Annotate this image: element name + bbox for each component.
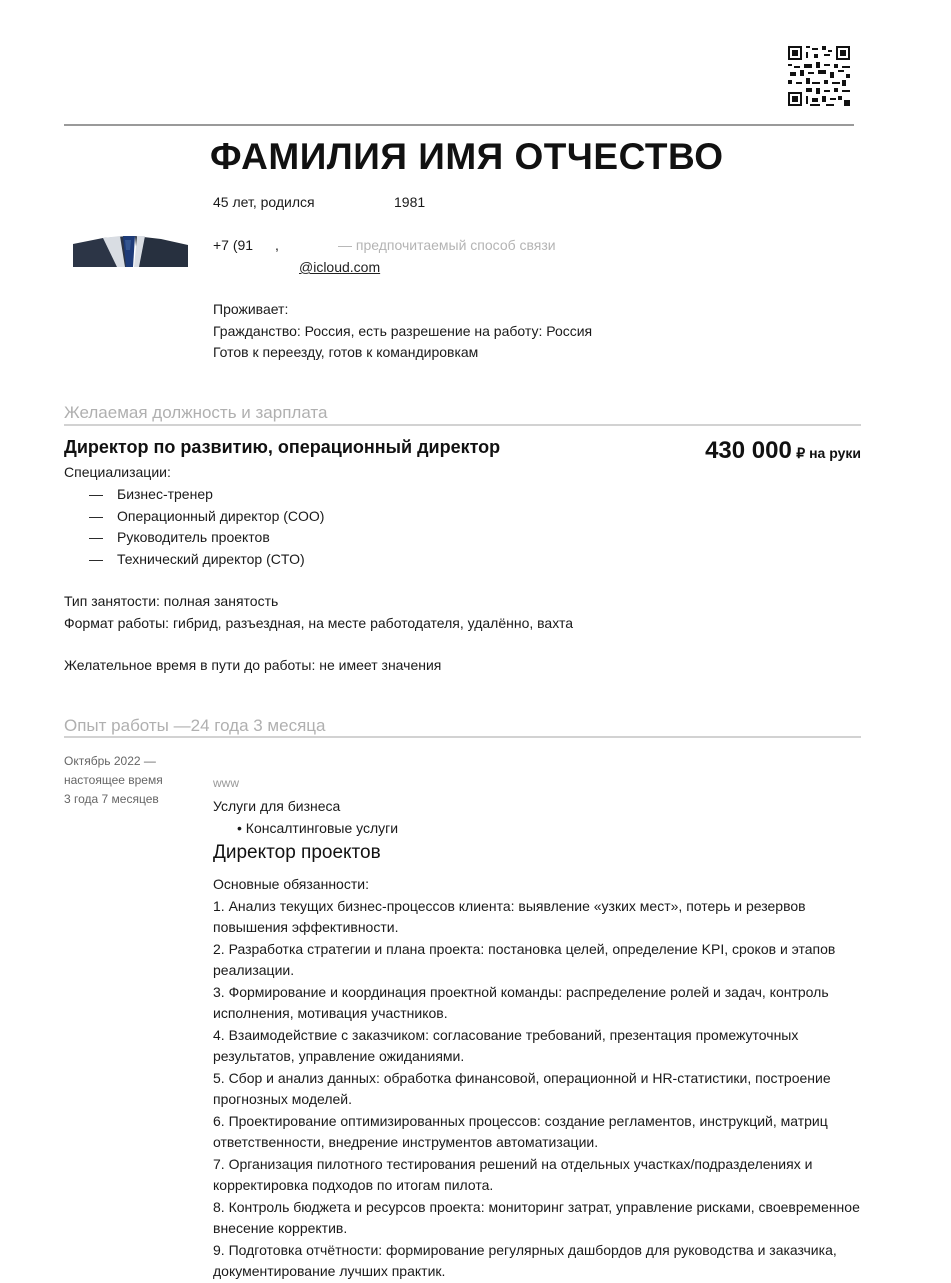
relocation-line: Готов к переезду, готов к командировкам (213, 344, 479, 360)
period-end: настоящее время (64, 773, 163, 787)
preferred-contact-note: — предпочитаемый способ связи (338, 237, 556, 253)
list-item (89, 506, 324, 528)
qr-code-icon (786, 44, 852, 108)
age-birth-line (213, 192, 426, 214)
age-text: 45 лет, родился (213, 194, 315, 210)
list-item (89, 484, 324, 506)
specialization-text: Бизнес-тренер (117, 486, 213, 502)
lives-label: Проживает: (213, 301, 289, 317)
birth-year: 1981 (394, 194, 426, 210)
salary-amount: 430 000 (705, 437, 792, 464)
desired-section-title: Желаемая должность и зарплата (64, 403, 328, 422)
dash-marker: — (89, 507, 103, 524)
email-link[interactable]: @icloud.com (299, 259, 381, 275)
candidate-photo (73, 236, 188, 267)
dash-marker: — (89, 550, 103, 567)
duty-item: 1. Анализ текущих бизнес-процессов клиента: выявление «узких мест», потерь и резервов повышения эффективности. (213, 897, 806, 935)
industry-item: • Консалтинговые услуги (237, 820, 399, 836)
specialization-text: Технический директор (CTO) (117, 550, 305, 567)
duty-item: 8. Контроль бюджета и ресурсов проекта: мониторинг затрат, управление рисками, своевременное внесение корректив. (213, 1198, 860, 1236)
salary (705, 437, 861, 465)
phone-line (213, 235, 556, 257)
specialization-text: Операционный директор (COO) (117, 507, 325, 524)
specialization-text: Руководитель проектов (117, 529, 270, 545)
duty-item: 4. Взаимодействие с заказчиком: согласование требований, презентация промежуточных результатов, управление ожиданиями. (213, 1026, 799, 1064)
duty-item: 5. Сбор и анализ данных: обработка финансовой, операционной и HR-статистики, построение прогнозных моделей. (213, 1069, 831, 1107)
citizenship-line: Гражданство: Россия, есть разрешение на работу: Россия (213, 322, 593, 339)
employment-type: Тип занятости: полная занятость (64, 593, 279, 609)
experience-section-title: Опыт работы —24 года 3 месяца (64, 716, 326, 735)
period-duration: 3 года 7 месяцев (64, 792, 159, 806)
duty-item: 2. Разработка стратегии и плана проекта: постановка целей, определение KPI, сроков и этапов реализации. (213, 940, 836, 978)
phone-number[interactable]: +7 (91 (213, 237, 254, 253)
duties-label: Основные обязанности: (213, 876, 369, 892)
duty-item: 7. Организация пилотного тестирования решений на отдельных участках/подразделениях и корректировка подходов по итогам пилота. (213, 1155, 813, 1193)
job-period (64, 752, 163, 809)
list-item (89, 549, 324, 571)
dash-marker: — (89, 486, 103, 502)
specializations-label: Специализации: (64, 464, 171, 480)
company-industry: Услуги для бизнеса (213, 798, 341, 814)
list-item (89, 527, 324, 549)
company-site[interactable]: www (213, 776, 239, 790)
duty-item: 9. Подготовка отчётности: формирование регулярных дашбордов для руководства и заказчика, документирование лучших практик. (213, 1241, 837, 1279)
duty-item: 6. Проектирование оптимизированных процессов: создание регламентов, инструкций, матриц ответственности, внедрение инструментов автоматизации. (213, 1112, 828, 1150)
top-divider (64, 124, 854, 126)
job-role: Директор проектов (213, 842, 381, 863)
specializations-list (89, 484, 324, 570)
phone-separator: , (275, 237, 279, 253)
experience-section-divider (64, 736, 861, 738)
commute-time: Желательное время в пути до работы: не имеет значения (64, 657, 442, 673)
desired-section-divider (64, 424, 861, 426)
duties-block (213, 874, 863, 1283)
work-format: Формат работы: гибрид, разъездная, на месте работодателя, удалённо, вахта (64, 615, 574, 631)
candidate-name: ФАМИЛИЯ ИМЯ ОТЧЕСТВО (210, 136, 724, 177)
desired-position: Директор по развитию, операционный директор (64, 437, 501, 457)
dash-marker: — (89, 529, 103, 545)
salary-suffix: ₽ на руки (796, 445, 861, 461)
duty-item: 3. Формирование и координация проектной команды: распределение ролей и задач, контроль исполнения, мотивация участников. (213, 983, 829, 1021)
period-start: Октябрь 2022 — (64, 754, 156, 768)
